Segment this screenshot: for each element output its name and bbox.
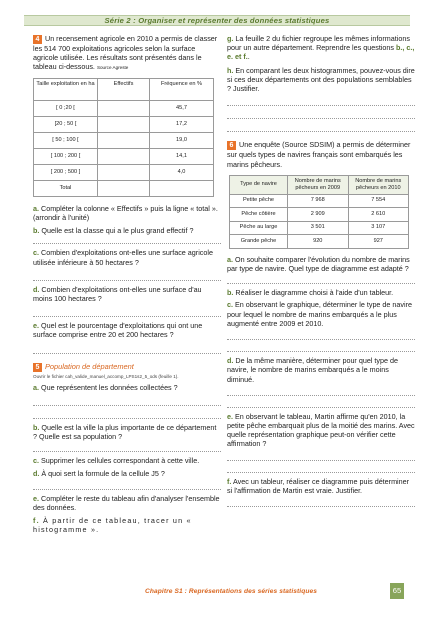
answer-line [33, 235, 221, 244]
answer-line [227, 273, 415, 284]
ex6-number-badge: 6 [227, 141, 236, 150]
ex4-question-d: d. Combien d'exploitations ont-elles une surface d'au moins 100 hectares ? [33, 284, 202, 303]
col-header-count: Effectifs [98, 78, 150, 100]
table-row: Grande pêche 920 927 [230, 235, 409, 249]
table-total-row: Total [34, 180, 214, 196]
ex4-question-c: c. Combien d'exploitations ont-elles une surface agricole utilisée inférieure à 50 hectares ? [33, 248, 213, 267]
table-row: [20 ; 50 [ 17,2 [34, 116, 214, 132]
table-row: Petite pêche 7 968 7 554 [230, 194, 409, 208]
ex6-question-d: d. De la même manière, déterminer pour quel type de navire, le nombre de marins embarqués a le moins diminué. [227, 356, 398, 384]
answer-line [227, 449, 415, 461]
count-cell [98, 164, 150, 180]
ex5-question-f: f. À partir de ce tableau, tracer un « histogramme ». [33, 516, 192, 535]
answer-line [33, 406, 221, 419]
ex5-question-h: h. En comparant les deux histogrammes, pouvez-vous dire si ces deux départements ont des populations semblables ? Justifier. [227, 65, 415, 94]
answer-line [227, 461, 415, 473]
ex6-question-f: f. Avec un tableur, réaliser ce diagramme puis déterminer si l'affirmation de Martin est vraie. Justifier. [227, 476, 410, 495]
count-cell [98, 100, 150, 116]
ex5-question-g: g. La feuille 2 du fichier regroupe les mêmes informations pour un autre département. Reprendre les questions b., c., e. et f.. [227, 34, 415, 62]
answer-line [227, 495, 415, 507]
table-row: Pêche au large 3 501 3 107 [230, 221, 409, 235]
table-row: Pêche côtière 2 909 2 610 [230, 208, 409, 222]
ex4-question-b: b. Quelle est la classe qui a le plus grand effectif ? [33, 226, 194, 236]
ex5-number-badge: 5 [33, 363, 42, 372]
series-title-bar [24, 15, 410, 26]
col-header-frequency: Fréquence en % [150, 78, 214, 100]
col-header-2009: Nombre de marins pêcheurs en 2009 [288, 175, 349, 194]
left-column [33, 34, 221, 534]
page-number: 65 [390, 583, 404, 599]
ex5-title: Population de département [45, 361, 134, 371]
ex6-intro: 6 Une enquête (Source SDSIM) a permis de déterminer sur quels types de navires français sont embarqués les marins pêcheurs. [227, 140, 411, 169]
answer-line [227, 328, 415, 340]
answer-line [227, 119, 415, 132]
answer-line [227, 106, 415, 119]
answer-line [227, 93, 415, 106]
answer-line [227, 384, 415, 396]
count-cell [98, 132, 150, 148]
chapter-title: Chapitre S1 : Représentations des séries statistiques [145, 588, 318, 595]
ex6-question-c: c. En observant le graphique, déterminer le type de navire pour lequel le nombre de marins embarqués a le plus augmenté entre 2009 et 2010. [227, 300, 412, 328]
count-cell [98, 116, 150, 132]
farm-size-table [33, 78, 214, 197]
answer-line [33, 303, 221, 317]
answer-line [33, 392, 221, 406]
answer-line [33, 267, 221, 281]
count-cell [98, 148, 150, 164]
fishermen-table [229, 175, 409, 249]
table-row: [ 50 ; 100 [ 19,0 [34, 132, 214, 148]
ex5-question-d: d. À quoi sert la formule de la cellule J5 ? [33, 469, 165, 479]
ex5-heading [33, 362, 221, 372]
ex5-question-b: b. Quelle est la ville la plus importante de ce département ? Quelle est sa population ? [33, 422, 217, 441]
table-row: [ 200 ; 500 ] 4,0 [34, 164, 214, 180]
ex6-question-e: e. En observant le tableau, Martin affirme qu'en 2010, la petite pêche embarquait plus de la moitié des marins. Avec quelle représentation graphique peut-on vérifier cette affirmation ? [227, 411, 415, 449]
col-header-size: Taille exploitation en ha [34, 78, 98, 100]
answer-line [33, 340, 221, 354]
ex4-question-a: a. Compléter la colonne « Effectifs » puis la ligne « total ».(arrondir à l'unité) [33, 203, 218, 222]
ex4-source: Source Agreste [96, 65, 129, 71]
col-header-2010: Nombre de marins pêcheurs en 2010 [348, 175, 409, 194]
ex5-file-note: Ouvrir le fichier cah_valide_manuel_accomp_LPS1s2_5_ods (feuille 1). [33, 373, 179, 379]
answer-line [33, 441, 221, 452]
answer-line [227, 396, 415, 408]
col-header-ship-type: Type de navire [230, 175, 288, 194]
right-column [227, 34, 415, 507]
ex4-question-e: e. Quel est le pourcentage d'exploitations qui ont une surface comprise entre 20 et 200 hectares ? [33, 321, 203, 340]
ex5-question-a: a. Que représentent les données collectées ? [33, 382, 178, 392]
answer-line [227, 340, 415, 352]
table-header-row [230, 175, 409, 194]
ex5-question-e: e. Compléter le reste du tableau afin d'analyser l'ensemble des données. [33, 493, 220, 512]
answer-line [33, 479, 221, 490]
table-row: [ 0 ;20 [ 45,7 [34, 100, 214, 116]
chapter-footer [145, 588, 317, 596]
ex6-question-b: b. Réaliser le diagramme choisi à l'aide d'un tableur. [227, 288, 394, 298]
table-row: [ 100 ; 200 [ 14,1 [34, 148, 214, 164]
ex6-question-a: a. On souhaite comparer l'évolution du nombre de marins par type de navire. Quel type de diagramme est adapté ? [227, 254, 410, 273]
table-header-row [34, 78, 214, 100]
ex5-question-c: c. Supprimer les cellules correspondant à cette ville. [33, 456, 200, 466]
ex4-intro: 4 Un recensement agricole en 2010 a permis de classer les 514 700 exploitations agricoles selon la surface agricole utilisée. Les résultats sont présentés dans le tableau ci-dessous. Source Agreste [33, 34, 218, 72]
series-title: Série 2 : Organiser et représenter des données statistiques [104, 16, 330, 25]
ex4-number-badge: 4 [33, 35, 42, 44]
